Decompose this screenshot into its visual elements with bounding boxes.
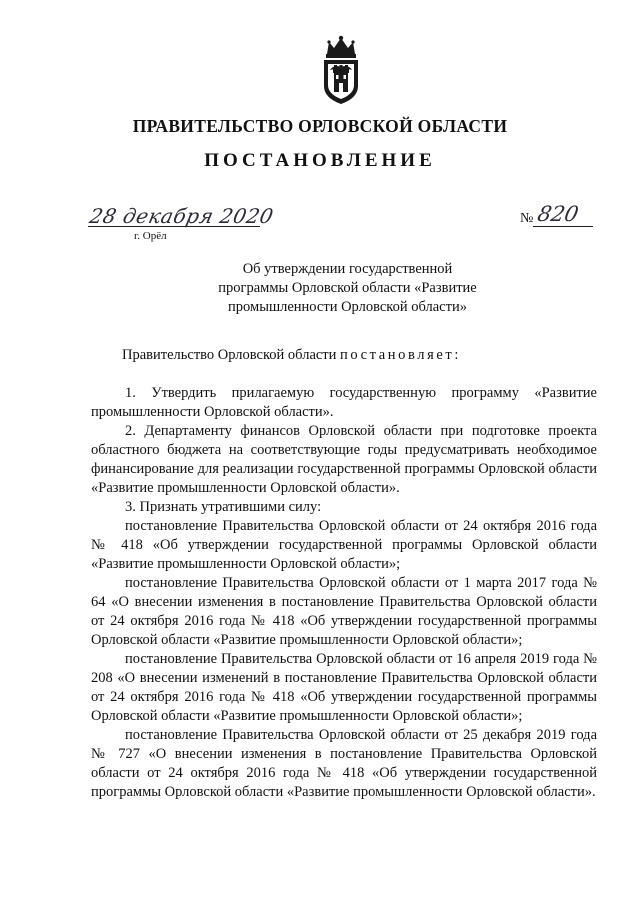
subject-line: Об утверждении государственной (242, 261, 453, 277)
body-paragraph: 1. Утвердить прилагаемую государственную программу «Развитие промышленности Орловской области». (91, 385, 597, 420)
document-type: ПОСТАНОВЛЕНИЕ (204, 150, 436, 171)
intro-verb: постановляет: (340, 347, 461, 363)
intro-lead: Правительство Орловской области (122, 347, 341, 363)
body-paragraph: постановление Правительства Орловской области от 16 апреля 2019 года № 208 «О внесении изменений в постановление Правительства Орловской области от 24 октября 2016 года № 418 «Об утверждении государственной программы Орловской области «Развитие промышленности Орловской области»; (91, 651, 597, 724)
document-body (91, 346, 597, 802)
subject-line: промышленности Орловской области» (228, 299, 467, 315)
coat-of-arms-icon (318, 34, 364, 106)
handwritten-date: 28 декабря 2020 (87, 204, 276, 228)
date-underline (88, 226, 260, 227)
body-paragraph: постановление Правительства Орловской области от 24 октября 2016 года № 418 «Об утверждении государственной программы Орловской области «Развитие промышленности Орловской области»; (91, 518, 597, 572)
subject-line: программы Орловской области «Развитие (218, 280, 477, 296)
government-title: ПРАВИТЕЛЬСТВО ОРЛОВСКОЙ ОБЛАСТИ (132, 116, 508, 136)
city-label: г. Орёл (134, 230, 167, 242)
handwritten-number: 820 (535, 202, 581, 226)
document-subject (150, 260, 545, 317)
body-paragraph: 2. Департаменту финансов Орловской области при подготовке проекта областного бюджета на соответствующие годы предусматривать необходимое финансирование для реализации государственной программы Орловской области «Развитие промышленности Орловской области». (91, 423, 597, 496)
body-paragraph: 3. Признать утратившими силу: (125, 499, 322, 515)
number-underline (533, 226, 593, 227)
body-paragraph: постановление Правительства Орловской области от 1 марта 2017 года № 64 «О внесении изменения в постановление Правительства Орловской области от 24 октября 2016 года № 418 «Об утверждении государственной программы Орловской области «Развитие промышленности Орловской области»; (91, 575, 597, 648)
body-paragraph: постановление Правительства Орловской области от 25 декабря 2019 года № 727 «О внесении изменения в постановление Правительства Орловской области от 24 октября 2016 года № 418 «Об утверждении государственной программы Орловской области «Развитие промышленности Орловской области». (91, 727, 597, 800)
intro-paragraph (91, 346, 597, 365)
number-label: № (520, 211, 534, 226)
